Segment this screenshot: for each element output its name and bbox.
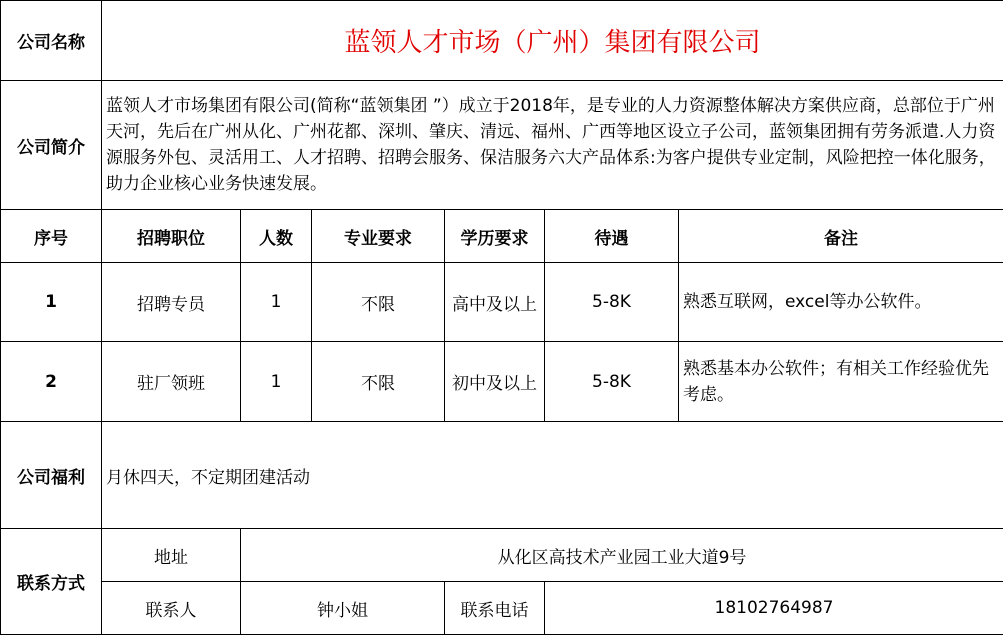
job-count: 1 <box>241 342 312 422</box>
company-name-label: 公司名称 <box>1 1 102 81</box>
job-edu: 初中及以上 <box>445 342 545 422</box>
job-header-row <box>1 210 1003 263</box>
phone-label: 联系电话 <box>445 582 545 635</box>
person-value: 钟小姐 <box>241 582 445 635</box>
address-value: 从化区高技术产业园工业大道9号 <box>241 529 1003 582</box>
header-title: 招聘职位 <box>102 210 241 263</box>
job-pay: 5-8K <box>545 342 679 422</box>
table-row <box>1 342 1003 422</box>
contact-label: 联系方式 <box>1 529 102 635</box>
company-intro-row <box>1 81 1003 210</box>
company-name: 蓝领人才市场（广州）集团有限公司 <box>102 1 1003 81</box>
contact-person-row <box>1 582 1003 635</box>
job-no: 2 <box>1 342 102 422</box>
header-edu: 学历要求 <box>445 210 545 263</box>
job-title: 招聘专员 <box>102 263 241 342</box>
phone-value: 18102764987 <box>545 582 1003 635</box>
job-edu: 高中及以上 <box>445 263 545 342</box>
benefits-label: 公司福利 <box>1 422 102 529</box>
job-major: 不限 <box>312 342 445 422</box>
address-label: 地址 <box>102 529 241 582</box>
job-title: 驻厂领班 <box>102 342 241 422</box>
header-note: 备注 <box>679 210 1003 263</box>
company-intro: 蓝领人才市场集团有限公司(简称“蓝领集团 ”）成立于2018年，是专业的人力资源整体解决方案供应商，总部位于广州天河，先后在广州从化、广州花都、深圳、肇庆、清远、福州、广西等地区设立子公司，蓝领集团拥有劳务派遣.人力资源服务外包、灵活用工、人才招聘、招聘会服务、保洁服务六大产品体系:为客户提供专业定制，风险把控一体化服务，助力企业核心业务快速发展。 <box>102 81 1003 210</box>
table-row <box>1 263 1003 342</box>
benefits-row <box>1 422 1003 529</box>
job-note: 熟悉互联网，excel等办公软件。 <box>679 263 1003 342</box>
job-note: 熟悉基本办公软件；有相关工作经验优先考虑。 <box>679 342 1003 422</box>
person-label: 联系人 <box>102 582 241 635</box>
company-name-row <box>1 1 1003 81</box>
job-pay: 5-8K <box>545 263 679 342</box>
header-no: 序号 <box>1 210 102 263</box>
header-count: 人数 <box>241 210 312 263</box>
header-pay: 待遇 <box>545 210 679 263</box>
company-intro-label: 公司简介 <box>1 81 102 210</box>
job-count: 1 <box>241 263 312 342</box>
header-major: 专业要求 <box>312 210 445 263</box>
contact-address-row <box>1 529 1003 582</box>
job-no: 1 <box>1 263 102 342</box>
job-major: 不限 <box>312 263 445 342</box>
benefits-text: 月休四天，不定期团建活动 <box>102 422 1003 529</box>
